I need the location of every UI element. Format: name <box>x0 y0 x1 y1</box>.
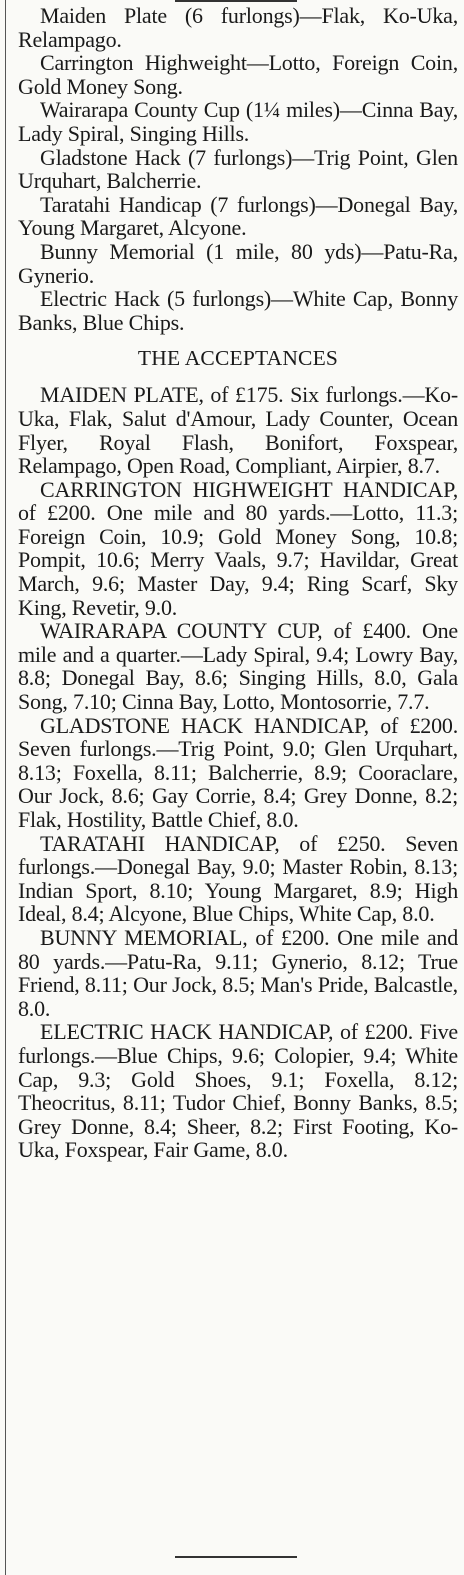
section-heading: THE ACCEPTANCES <box>137 346 339 371</box>
result-carrington-highweight: Carrington Highweight—Lotto, Foreign Coin, Gold Money Song. <box>18 50 458 99</box>
result-maiden-plate: Maiden Plate (6 furlongs)—Flak, Ko-Uka, Relampago. <box>18 3 458 52</box>
result-bunny-memorial: Bunny Memorial (1 mile, 80 yds)—Patu-Ra, Gynerio. <box>18 238 458 288</box>
acceptance-carrington-highweight: CARRINGTON HIGHWEIGHT HANDICAP, of £200. One mile and 80 yards.—Lotto, 11.3; Foreign Coin, 10.9; Gold Money Song, 10.8; Pompit, 10.6; Merry Vaals, 9.7; Havildar, Great March, 9.6; Master Day, 9.4; Ring Scarf, Sky King, Revetir, 9.0. <box>18 476 458 620</box>
acceptance-maiden-plate: MAIDEN PLATE, of £175. Six furlongs.—Ko-Uka, Flak, Salut d'Amour, Lady Counter, Ocean Flyer, Royal Flash, Bonifort, Foxspear, Relampago, Open Road, Compliant, Airpier, 8.7. <box>18 382 458 479</box>
top-separator-rule <box>175 0 297 2</box>
result-electric-hack: Electric Hack (5 furlongs)—White Cap, Bonny Banks, Blue Chips. <box>18 286 458 335</box>
column-divider-rule <box>5 0 6 1575</box>
bottom-separator-rule <box>175 1556 297 1558</box>
article-body <box>18 4 458 1162</box>
acceptance-wairarapa-county-cup: WAIRARAPA COUNTY CUP, of £400. One mile and a quarter.—Lady Spiral, 9.4; Lowry Bay, 8.8; Donegal Bay, 8.6; Singing Hills, 8.0, Gala Song, 7.10; Cinna Bay, Lotto, Montosorrie, 7.7. <box>18 618 458 715</box>
result-wairarapa-county-cup: Wairarapa County Cup (1¼ miles)—Cinna Bay, Lady Spiral, Singing Hills. <box>18 97 458 146</box>
acceptance-electric-hack: ELECTRIC HACK HANDICAP, of £200. Five furlongs.—Blue Chips, 9.6; Colopier, 9.4; White Cap, 9.3; Gold Shoes, 9.1; Foxella, 8.12; Theocritus, 8.11; Tudor Chief, Bonny Banks, 8.5; Grey Donne, 8.4; Sheer, 8.2; First Footing, Ko-Uka, Foxspear, Fair Game, 8.0. <box>18 1019 458 1163</box>
result-gladstone-hack: Gladstone Hack (7 furlongs)—Trig Point, Glen Urquhart, Balcherrie. <box>18 144 458 194</box>
acceptance-bunny-memorial: BUNNY MEMORIAL, of £200. One mile and 80 yards.—Patu-Ra, 9.11; Gynerio, 8.12; True Friend, 8.11; Our Jock, 8.5; Man's Pride, Balcastle, 8.0. <box>18 924 458 1021</box>
result-taratahi-handicap: Taratahi Handicap (7 furlongs)—Donegal Bay, Young Margaret, Alcyone. <box>18 191 458 241</box>
acceptance-gladstone-hack: GLADSTONE HACK HANDICAP, of £200. Seven furlongs.—Trig Point, 9.0; Glen Urquhart, 8.13; Foxella, 8.11; Balcherrie, 8.9; Cooraclare, Our Jock, 8.6; Gay Corrie, 8.4; Grey Donne, 8.2; Flak, Hostility, Battle Chief, 8.0. <box>18 712 458 832</box>
acceptance-taratahi-handicap: TARATAHI HANDICAP, of £250. Seven furlongs.—Donegal Bay, 9.0; Master Robin, 8.13; Indian Sport, 8.10; Young Margaret, 8.9; High Ideal, 8.4; Alcyone, Blue Chips, White Cap, 8.0. <box>18 830 458 927</box>
